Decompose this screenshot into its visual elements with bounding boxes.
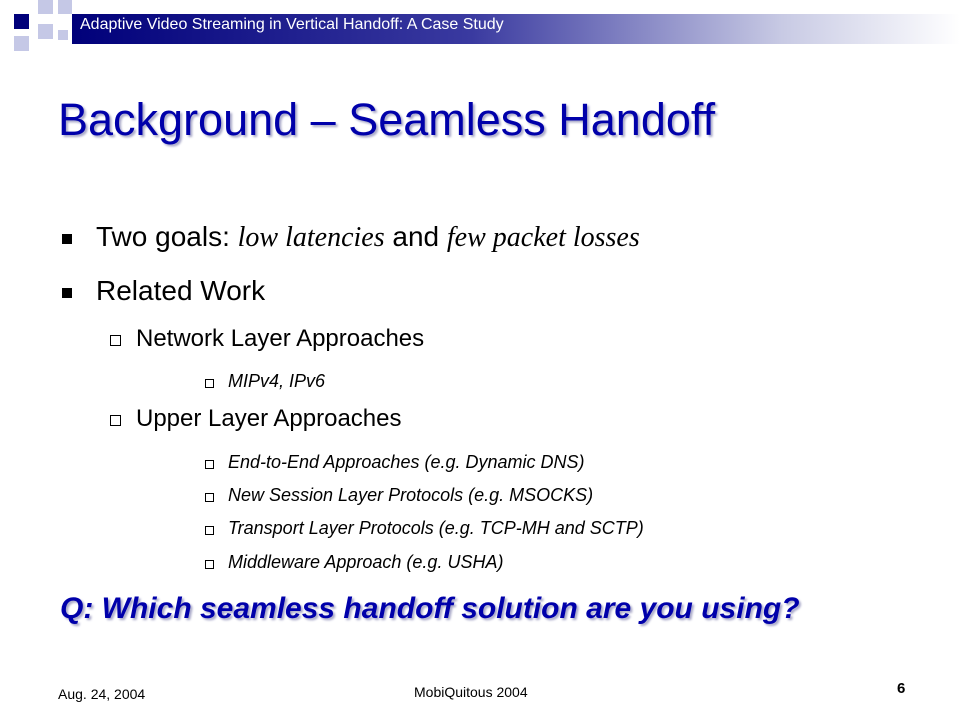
bullet-two-goals-italic-1: low latencies (237, 222, 385, 253)
decor-square-light (58, 0, 72, 14)
page-number: 6 (897, 680, 906, 697)
decor-square-light (38, 0, 53, 14)
subsubbullet-marker (205, 379, 214, 388)
header-title: Adaptive Video Streaming in Vertical Handoff: A Case Study (80, 16, 504, 33)
subitem-network-layer: Network Layer Approaches (136, 325, 425, 352)
subitem-upper-layer: Upper Layer Approaches (136, 405, 402, 432)
subsubitem-session-layer: New Session Layer Protocols (e.g. MSOCKS) (228, 485, 594, 505)
slide-title: Background – Seamless Handoff (58, 94, 716, 145)
subsubbullet-marker (205, 560, 214, 569)
bullet-two-goals (96, 221, 640, 254)
subsubitem-mipv4: MIPv4, IPv6 (228, 371, 326, 391)
subsubbullet-marker (205, 493, 214, 502)
decor-square-light (14, 36, 29, 51)
bullet-marker (62, 288, 72, 298)
subsubitem-transport-layer: Transport Layer Protocols (e.g. TCP-MH and SCTP) (228, 518, 644, 538)
subsubbullet-marker (205, 526, 214, 535)
bullet-two-goals-middle: and (384, 221, 447, 252)
decor-square-light (38, 24, 53, 39)
footer-conference: MobiQuitous 2004 (414, 684, 528, 700)
footer-date: Aug. 24, 2004 (58, 686, 146, 702)
bullet-two-goals-prefix: Two goals: (96, 221, 238, 252)
subsubitem-middleware: Middleware Approach (e.g. USHA) (228, 552, 504, 572)
bullet-two-goals-italic-2: few packet losses (446, 222, 640, 253)
subbullet-marker (110, 415, 121, 426)
subbullet-marker (110, 335, 121, 346)
question-text: Q: Which seamless handoff solution are you using? (60, 592, 800, 625)
bullet-related-work: Related Work (96, 275, 266, 306)
subsubitem-end-to-end: End-to-End Approaches (e.g. Dynamic DNS) (228, 452, 585, 472)
bullet-marker (62, 234, 72, 244)
subsubbullet-marker (205, 460, 214, 469)
decor-square-light (58, 30, 68, 40)
decor-square-dark (14, 14, 29, 29)
